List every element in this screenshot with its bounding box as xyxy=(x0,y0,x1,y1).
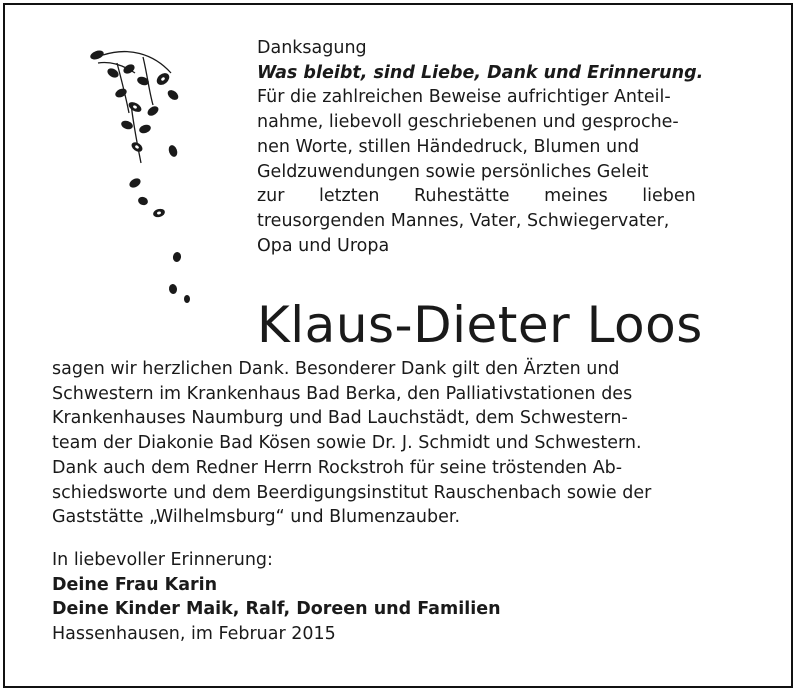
motto: Was bleibt, sind Liebe, Dank und Erinnerung. xyxy=(257,62,704,83)
notice-heading: Danksagung xyxy=(257,38,367,58)
body-line: sagen wir herzlichen Dank. Besonderer Dank gilt den Ärzten und xyxy=(52,359,620,379)
intro-line: treusorgenden Mannes, Vater, Schwiegervater, xyxy=(257,210,670,231)
intro-line: Opa und Uropa xyxy=(257,235,390,256)
place-date: Hassenhausen, im Februar 2015 xyxy=(52,624,336,645)
signatory: Deine Kinder Maik, Ralf, Doreen und Familien xyxy=(52,599,501,620)
closing-intro: In liebevoller Erinnerung: xyxy=(52,550,273,570)
signatory: Deine Frau Karin xyxy=(52,574,218,595)
intro-line: nahme, liebevoll geschriebenen und gesproche- xyxy=(257,112,679,133)
body-line: Gaststätte „Wilhelmsburg“ und Blumenzauber. xyxy=(52,507,461,528)
obituary-notice xyxy=(3,3,793,688)
body-line: team der Diakonie Bad Kösen sowie Dr. J. Schmidt und Schwestern. xyxy=(52,433,642,454)
intro-line: Geldzuwendungen sowie persönliches Geleit xyxy=(257,161,649,182)
deceased-name: Klaus-Dieter Loos xyxy=(257,296,703,354)
intro-block xyxy=(257,36,747,258)
leaves-branch-icon xyxy=(83,33,213,313)
thanks-paragraph xyxy=(52,357,746,530)
body-line: schiedsworte und dem Beerdigungsinstitut Rauschenbach sowie der xyxy=(52,482,652,503)
body-line: Krankenhauses Naumburg und Bad Lauchstädt, dem Schwestern- xyxy=(52,408,628,429)
closing-block xyxy=(52,548,746,647)
intro-line-3 xyxy=(257,135,747,160)
intro-line: nen Worte, stillen Händedruck, Blumen und xyxy=(257,136,640,157)
body-line: Schwestern im Krankenhaus Bad Berka, den Palliativstationen des xyxy=(52,383,633,404)
intro-line: Für die zahlreichen Beweise aufrichtiger Anteil- xyxy=(257,87,671,108)
body-line: Dank auch dem Redner Herrn Rockstroh für seine tröstenden Ab- xyxy=(52,457,623,478)
intro-line: zur letzten Ruhestätte meines lieben xyxy=(257,186,696,207)
